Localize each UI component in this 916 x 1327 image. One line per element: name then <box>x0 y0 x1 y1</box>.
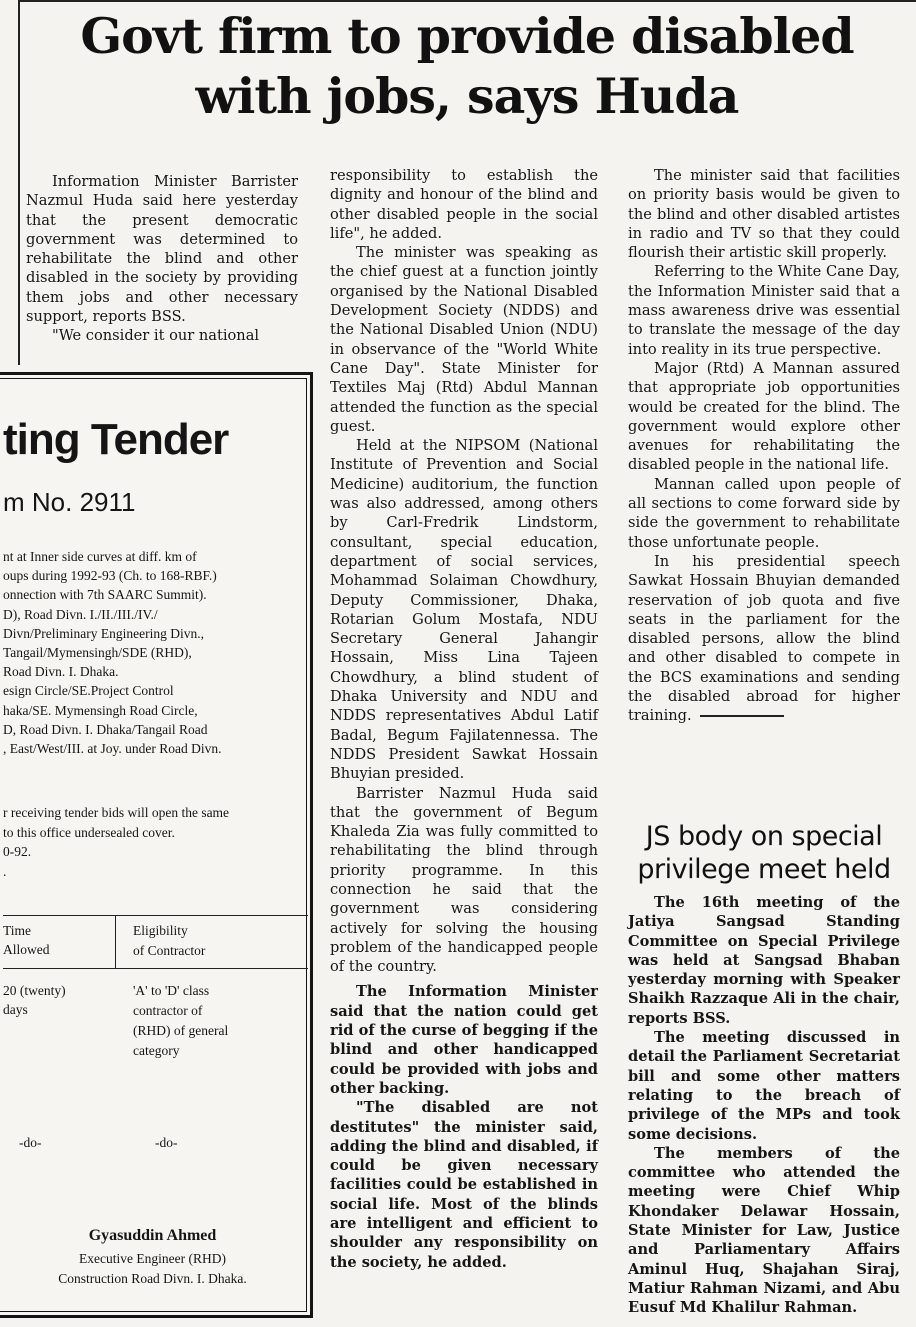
tender-line: , East/West/III. at Joy. under Road Divn. <box>3 741 222 757</box>
paragraph: responsibility to establish the dignity and honour of the blind and other disabled people in the social life", he added. <box>330 167 598 242</box>
paragraph: "The disabled are not destitutes" the minister said, adding the blind and disabled, if could be given necessary facilities could be established in social life. Most of the blinds are intelligent and efficient to shoulder any responsibility on the society, he added. <box>330 1099 598 1271</box>
header-elig-line-2: of Contractor <box>133 943 206 958</box>
article-column-2 <box>330 166 598 1272</box>
tender-note-line: to this office undersealed cover. <box>3 824 175 840</box>
signatory-name: Gyasuddin Ahmed <box>88 1227 217 1244</box>
left-column-rule <box>18 0 20 365</box>
table-header <box>3 915 308 969</box>
table-cell-eligibility: -do- <box>155 1135 178 1150</box>
tender-line: Tangail/Mymensingh/SDE (RHD), <box>3 645 192 661</box>
table-divider <box>115 916 116 968</box>
tender-line: Divn/Preliminary Engineering Divn., <box>3 625 204 641</box>
paragraph: Mannan called upon people of all sections to come forward side by side the government to rehabilitate those unfortunate people. <box>628 475 900 551</box>
paragraph: "We consider it our national <box>52 327 260 345</box>
article-column-1 <box>26 172 298 346</box>
tender-note <box>3 803 308 881</box>
table-cell-time <box>3 981 103 1019</box>
paragraph: The minister said that facilities on priority basis would be given to the blind and other disabled artistes in radio and TV so that they could flourish their artistic skill properly. <box>628 167 900 262</box>
paragraph <box>628 552 900 726</box>
paragraph: Barrister Nazmul Huda said that the government of Begum Khaleda Zia was fully committed to rehabilitating the blind through priority programme. In this connection he said that the government was considering actively for solving the housing problem of the handicapped people of the country. <box>330 784 598 976</box>
end-rule <box>700 715 784 717</box>
article-column-4 <box>628 893 900 1318</box>
cell-line: 20 (twenty) <box>3 983 66 998</box>
headline <box>22 6 912 126</box>
tender-line: D), Road Divn. I./II./III./IV./ <box>3 606 158 622</box>
tender-body <box>3 547 308 758</box>
paragraph: Information Minister Barrister Nazmul Huda said here yesterday that the present democratic government was determined to rehabilitate the blind and other disabled in the society by providing them jobs and other necessary support, reports BSS. <box>26 173 298 326</box>
paragraph: The minister was speaking as the chief guest at a function jointly organised by the National Disabled Development Society (NDDS) and the National Disabled Union (NDU) in observance of the "World White Cane Day". State Minister for Textiles Maj (Rtd) Abdul Mannan attended the function as the special guest. <box>330 244 598 435</box>
header-time <box>3 921 103 959</box>
tender-line: Road Divn. I. Dhaka. <box>3 664 119 680</box>
subhead-line-1: JS body on special <box>645 821 883 852</box>
signatory-title: Executive Engineer (RHD) <box>79 1251 226 1266</box>
header-time-line-2: Allowed <box>3 942 50 957</box>
tender-note-line: . <box>3 863 7 879</box>
tender-line: nt at Inner side curves at diff. km of <box>3 549 197 564</box>
paragraph-text: In his presidential speech Sawkat Hossain Bhuyian demanded reservation of job quota and five seats in the parliament for the disabled persons, allow the blind and other disabled to compete in the BCS examinations and sending the disabled abroad for higher training. <box>628 552 900 725</box>
tender-signature <box>0 1223 310 1289</box>
top-rule <box>18 0 916 2</box>
paragraph: Referring to the White Cane Day, the Information Minister said that a mass awareness drive was essential to translate the message of the day into reality in its true perspective. <box>628 263 900 358</box>
header-time-line-1: Time <box>3 923 32 938</box>
headline-line-1: Govt firm to provide disabled <box>80 7 854 65</box>
headline-line-2: with jobs, says Huda <box>195 67 739 125</box>
paragraph: The meeting discussed in detail the Parliament Secretariat bill and some other matters relating to the breach of privilege of the MPs and took some decisions. <box>628 1029 900 1143</box>
tender-line: haka/SE. Mymensingh Road Circle, <box>3 702 198 718</box>
subhead-line-2: privilege meet held <box>637 854 891 885</box>
tender-line: onnection with 7th SAARC Summit). <box>3 587 207 603</box>
paragraph: The Information Minister said that the nation could get rid of the curse of begging if the blind and other handicapped could be provided with jobs and other backing. <box>330 983 598 1097</box>
cell-line: (RHD) of general <box>133 1023 229 1038</box>
cell-line: contractor of <box>133 1003 203 1018</box>
cell-line: category <box>133 1043 180 1058</box>
tender-line: oups during 1992-93 (Ch. to 168-RBF.) <box>3 568 217 584</box>
tender-title: ting Tender <box>3 415 229 464</box>
tender-line: esign Circle/SE.Project Control <box>3 683 174 699</box>
cell-line: days <box>3 1002 28 1017</box>
table-cell-time: -do- <box>19 1135 42 1150</box>
tender-line: D, Road Divn. I. Dhaka/Tangail Road <box>3 721 208 737</box>
tender-advertisement <box>0 372 313 1318</box>
paragraph: Held at the NIPSOM (National Institute of Prevention and Social Medicine) auditorium, the function was also addressed, among others by Carl-Fredrik Lindstorm, consultant, special education, department of social services, Mohammad Solaiman Chowdhury, Deputy Commissioner, Dhaka, Rotarian Golum Mostafa, NDU Secretary General Jahangir Hossain, Miss Lina Tajeen Chowdhury, a blind student of Dhaka University and NDU and NDDS representatives Abdul Latif Badal, Begum Fajilatennessa. The NDDS President Sawkat Hossain Bhuyian presided. <box>330 437 598 783</box>
header-elig-line-1: Eligibility <box>133 923 188 938</box>
cell-line: 'A' to 'D' class <box>133 983 210 998</box>
tender-note-line: r receiving tender bids will open the same <box>3 805 230 820</box>
paragraph: The members of the committee who attended the meeting were Chief Whip Khondaker Delawar Hossain, State Minister for Law, Justice and Parliamentary Affairs Aminul Huq, Shajahan Siraj, Matiur Rahman Nizami, and Abu Eusuf Md Khalilur Rahman. <box>628 1144 900 1317</box>
header-eligibility <box>133 921 303 961</box>
table-cell-eligibility <box>133 981 303 1061</box>
article-column-3 <box>628 166 900 726</box>
signatory-office: Construction Road Divn. I. Dhaka. <box>58 1271 247 1286</box>
paragraph: The 16th meeting of the Jatiya Sangsad Standing Committee on Special Privilege was held at Sangsad Bhaban yesterday morning with Speaker Shaikh Razzaque Ali in the chair, reports BSS. <box>628 894 900 1027</box>
tender-note-line: 0-92. <box>3 844 32 859</box>
subhead <box>628 820 900 886</box>
tender-form-number: m No. 2911 <box>3 487 136 517</box>
paragraph: Major (Rtd) A Mannan assured that appropriate job opportunities would be created for the blind. The government would explore other avenues for rehabilitating the disabled people in the national life. <box>628 359 900 474</box>
